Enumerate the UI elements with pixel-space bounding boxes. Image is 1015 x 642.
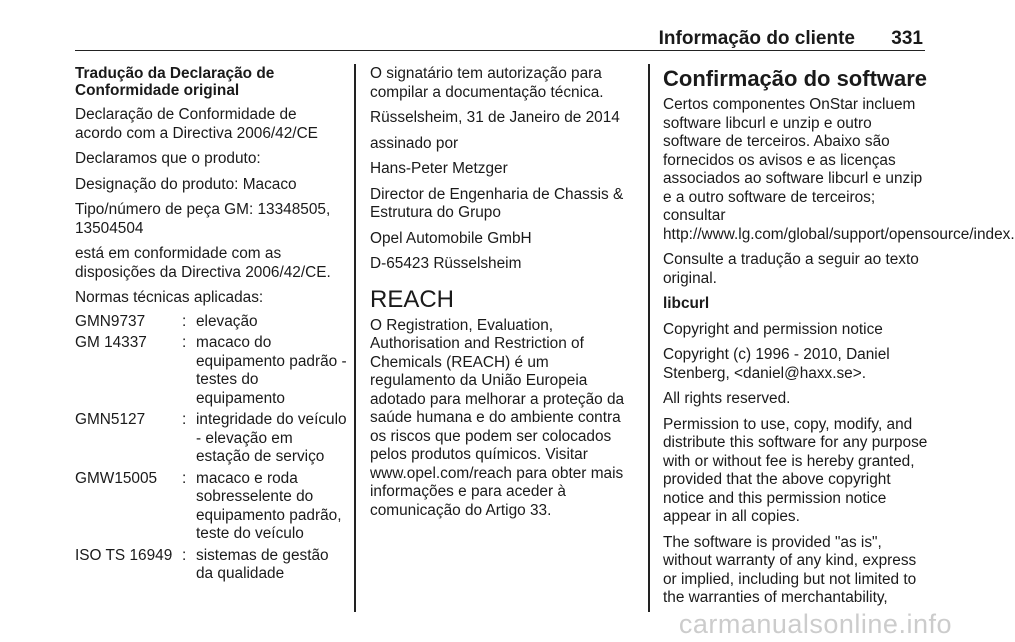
standard-desc: macaco e roda sobresselente do equipamento padrão, teste do veículo <box>196 469 342 542</box>
column-divider-2 <box>648 64 650 612</box>
signature-paragraph: assinado por <box>370 134 459 152</box>
standard-code: GM 14337 <box>75 334 147 351</box>
declaration-paragraph: Designação do produto: Macaco <box>75 175 297 193</box>
declaration-paragraph: Tipo/número de peça GM: 13348505, 13504504 <box>75 201 331 237</box>
standard-desc: elevação <box>196 312 258 330</box>
standard-sep: : <box>182 469 187 487</box>
standards-table <box>75 313 347 587</box>
signature-paragraph: Hans-Peter Metzger <box>370 160 508 177</box>
software-paragraph: Copyright (c) 1996 - 2010, Daniel Stenberg, <daniel@haxx.se>. <box>663 346 890 382</box>
software-paragraph: The software is provided "as is", without warranty of any kind, express or implied, including but not limited to the warranties of merchantability, <box>663 533 917 606</box>
page-header <box>75 24 925 51</box>
standard-desc: macaco do equipamento padrão - testes do equipamento <box>196 334 347 407</box>
signature-paragraph: Opel Automobile GmbH <box>370 229 532 247</box>
standard-desc: sistemas de gestão da qualidade <box>196 546 329 582</box>
standard-sep: : <box>182 312 187 330</box>
standard-code: GMW15005 <box>75 469 158 487</box>
software-paragraph: Consulte a tradução a seguir ao texto original. <box>663 251 919 287</box>
reach-text: O Registration, Evaluation, Authorisation and Restriction of Chemicals (REACH) é um regulamento da União Europeia adotado para melhorar a proteção da saúde humana e do ambiente contra os riscos que podem ser colocados pelos produtos químicos. Visitar www.opel.com/reach para obter mais informações e para aceder à comunicação do Artigo 33. <box>370 316 625 519</box>
software-paragraph: Copyright and permission notice <box>663 320 883 338</box>
standard-sep: : <box>182 546 187 564</box>
reach-heading: REACH <box>370 285 455 313</box>
watermark: carmanualsonline.info <box>678 609 952 639</box>
declaration-paragraph: está em conformidade com as disposições da Directiva 2006/42/CE. <box>75 245 331 281</box>
software-paragraph: Certos componentes OnStar incluem software libcurl e unzip e outro software de terceiros. Abaixo são fornecidos os avisos e as licenças associados ao software libcurl e unzip e a outro software de terceiros; consultar http://www.lg.com/global/support/opensource/index. <box>663 96 1015 243</box>
standard-code: GMN5127 <box>75 411 146 428</box>
software-heading: Confirmação do software <box>663 66 928 91</box>
header-title: Informação do cliente <box>658 28 855 49</box>
declaration-heading: Tradução da Declaração de Conformidade original <box>75 65 275 99</box>
software-paragraph: Permission to use, copy, modify, and distribute this software for any purpose with or without fee is hereby granted, provided that the above copyright notice and this permission notice appear in all copies. <box>663 415 928 525</box>
column-software <box>663 65 1015 615</box>
signature-paragraph: Director de Engenharia de Chassis & Estrutura do Grupo <box>370 185 624 221</box>
column-declaration <box>75 65 347 587</box>
column-divider-1 <box>354 64 356 612</box>
page-number: 331 <box>891 28 923 49</box>
libcurl-heading: libcurl <box>663 295 710 312</box>
standard-code: GMN9737 <box>75 312 146 330</box>
signature-paragraph: Rüsselsheim, 31 de Janeiro de 2014 <box>370 109 620 126</box>
signature-paragraph: D-65423 Rüsselsheim <box>370 255 522 272</box>
software-paragraph: All rights reserved. <box>663 390 791 407</box>
standard-sep: : <box>182 334 187 351</box>
standard-code: ISO TS 16949 <box>75 546 173 564</box>
declaration-paragraph: Declaração de Conformidade de acordo com a Directiva 2006/42/CE <box>75 106 318 142</box>
declaration-paragraph: Declaramos que o produto: <box>75 150 261 167</box>
standard-sep: : <box>182 411 187 428</box>
standard-desc: integridade do veículo - elevação em estação de serviço <box>196 411 347 465</box>
signature-paragraph: O signatário tem autorização para compilar a documentação técnica. <box>370 65 604 101</box>
column-signature-reach <box>370 65 635 527</box>
declaration-paragraph: Normas técnicas aplicadas: <box>75 289 264 306</box>
